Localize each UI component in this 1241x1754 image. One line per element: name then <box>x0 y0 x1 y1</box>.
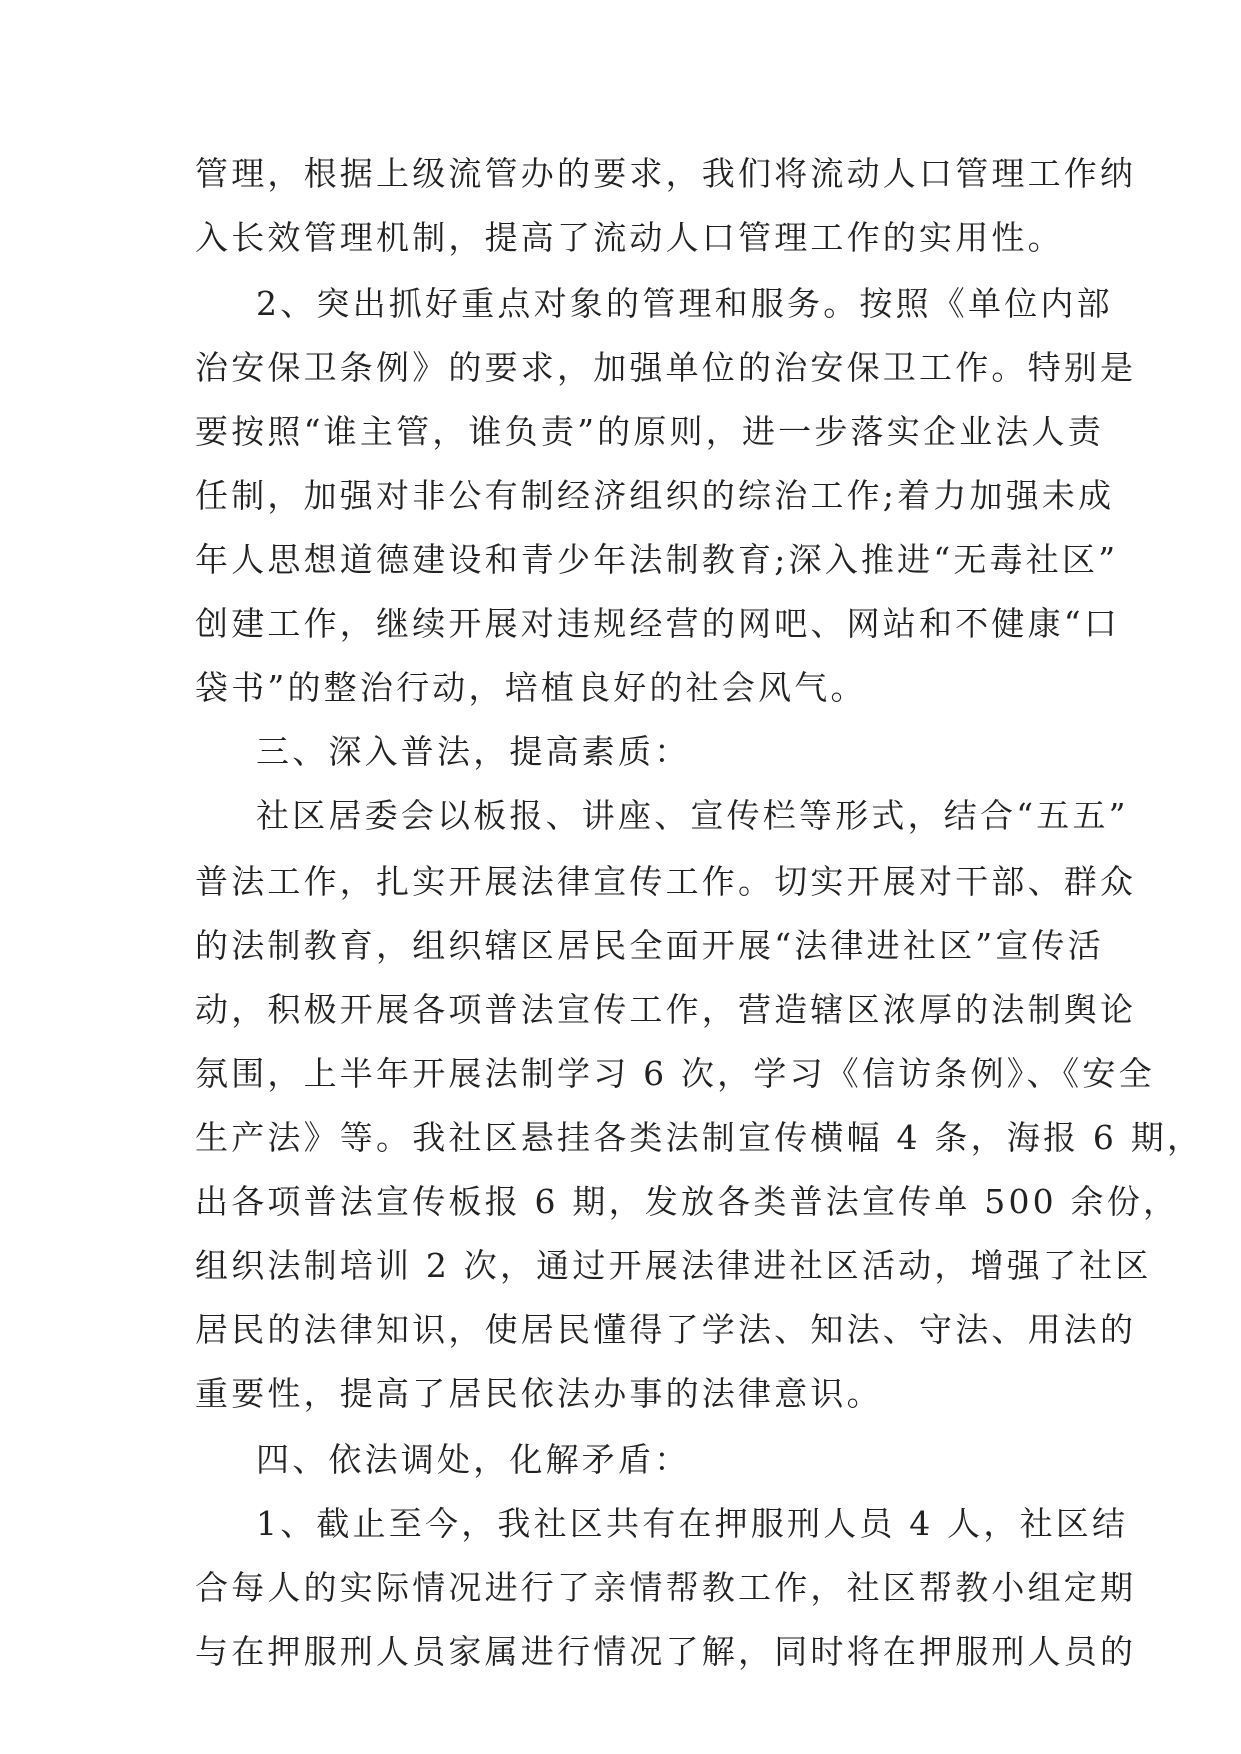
text-line: 重要性，提高了居民依法办事的法律意识。 <box>195 1374 883 1413</box>
text-line: 组织法制培训 2 次，通过开展法律进社区活动，增强了社区 <box>195 1246 1152 1285</box>
text-line: 普法工作，扎实开展法律宣传工作。切实开展对干部、群众 <box>195 862 1137 901</box>
text-line: 动，积极开展各项普法宣传工作，营造辖区浓厚的法制舆论 <box>195 990 1137 1029</box>
text-line: 1、截止至今，我社区共有在押服刑人员 4 人，社区结 <box>256 1504 1129 1543</box>
text-line: 创建工作，继续开展对违规经营的网吧、网站和不健康“口 <box>195 604 1121 643</box>
text-line: 氛围，上半年开展法制学习 6 次，学习《信访条例》、《安全 <box>195 1054 1155 1093</box>
text-line: 任制，加强对非公有制经济组织的综治工作;着力加强未成 <box>195 476 1115 515</box>
text-line: 袋书”的整治行动，培植良好的社会风气。 <box>195 668 867 707</box>
text-line: 年人思想道德建设和青少年法制教育;深入推进“无毒社区” <box>195 540 1119 579</box>
text-line: 要按照“谁主管，谁负责”的原则，进一步落实企业法人责 <box>195 412 1104 451</box>
text-line: 生产法》等。我社区悬挂各类法制宣传横幅 4 条，海报 6 期， <box>195 1118 1204 1157</box>
text-line: 2、突出抓好重点对象的管理和服务。按照《单位内部 <box>256 284 1113 323</box>
text-line: 居民的法律知识，使居民懂得了学法、知法、守法、用法的 <box>195 1310 1137 1349</box>
text-line: 与在押服刑人员家属进行情况了解，同时将在押服刑人员的 <box>195 1632 1137 1671</box>
section-heading: 三、深入普法，提高素质： <box>256 732 691 771</box>
text-line: 入长效管理机制，提高了流动人口管理工作的实用性。 <box>195 218 1064 257</box>
text-line: 的法制教育，组织辖区居民全面开展“法律进社区”宣传活 <box>195 926 1104 965</box>
text-line: 治安保卫条例》的要求，加强单位的治安保卫工作。特别是 <box>195 348 1137 387</box>
text-line: 社区居委会以板报、讲座、宣传栏等形式，结合“五五” <box>256 796 1129 835</box>
text-line: 合每人的实际情况进行了亲情帮教工作，社区帮教小组定期 <box>195 1568 1137 1607</box>
section-heading: 四、依法调处，化解矛盾： <box>256 1440 691 1479</box>
text-line: 出各项普法宣传板报 6 期，发放各类普法宣传单 500 余份， <box>195 1182 1180 1221</box>
text-line: 管理，根据上级流管办的要求，我们将流动人口管理工作纳 <box>195 154 1137 193</box>
